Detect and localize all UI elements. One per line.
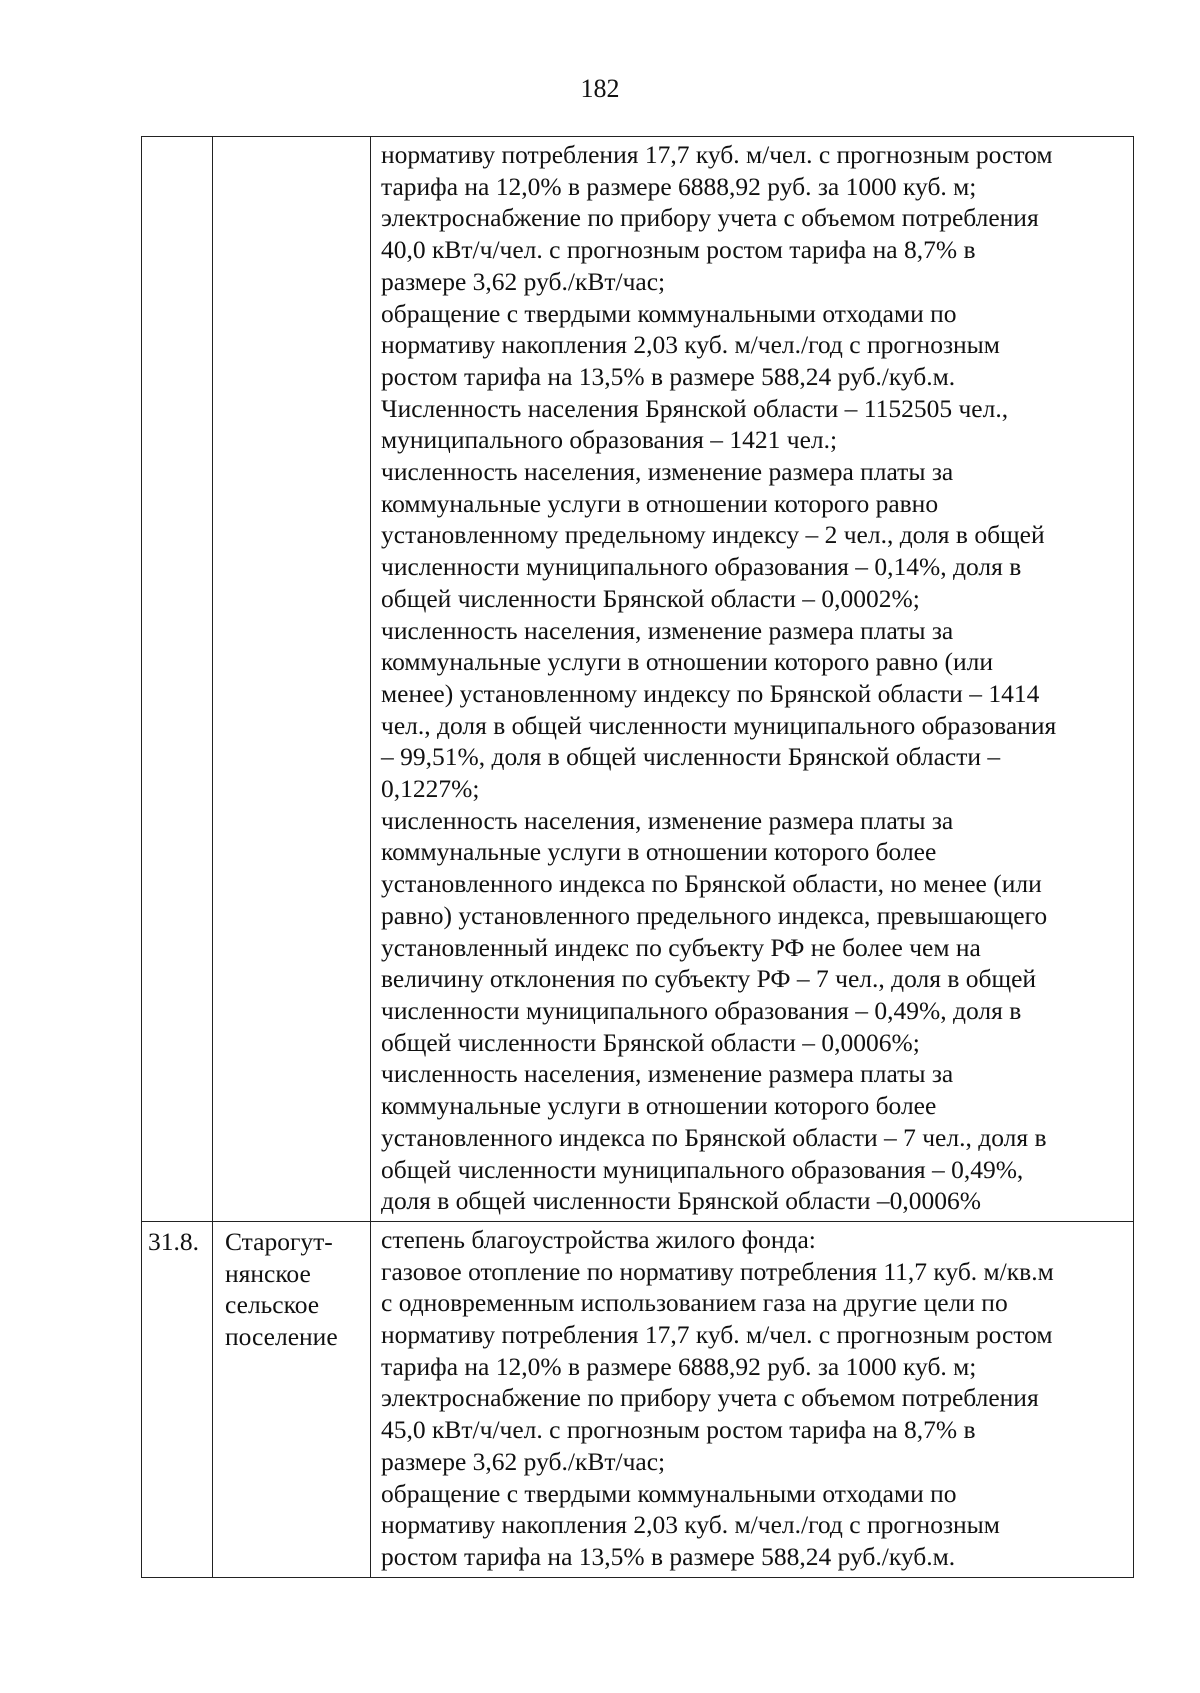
settlement-name-cell (213, 1221, 371, 1577)
description-line: численность населения, изменение размера платы за (381, 457, 954, 487)
description-line: ростом тарифа на 13,5% в размере 588,24 руб./куб.м. (381, 1541, 956, 1571)
description-line: муниципального образования – 1421 чел.; (381, 425, 838, 455)
description-line: электроснабжение по прибору учета с объемом потребления (381, 1383, 1039, 1413)
description-text (371, 137, 1133, 1221)
description-line: нормативу потребления 17,7 куб. м/чел. с прогнозным ростом (381, 1320, 1053, 1350)
description-line: электроснабжение по прибору учета с объемом потребления (381, 203, 1039, 233)
description-line: численность населения, изменение размера платы за (381, 615, 954, 645)
description-line: установленному предельному индексу – 2 чел., доля в общей (381, 520, 1045, 550)
description-line: обращение с твердыми коммунальными отходами по (381, 298, 957, 328)
description-line: – 99,51%, доля в общей численности Брянской области – (381, 742, 1001, 772)
table-row (142, 1221, 1134, 1577)
description-line: коммунальные услуги в отношении которого более (381, 837, 937, 867)
description-line: нормативу накопления 2,03 куб. м/чел./год с прогнозным (381, 330, 1000, 360)
description-line: общей численности Брянской области – 0,0002%; (381, 583, 920, 613)
description-line: газовое отопление по нормативу потребления 11,7 куб. м/кв.м (381, 1256, 1054, 1286)
description-line: коммунальные услуги в отношении которого равно (381, 488, 939, 518)
description-line: менее) установленному индексу по Брянской области – 1414 (381, 678, 1040, 708)
description-line: общей численности муниципального образования – 0,49%, (381, 1154, 1024, 1184)
table-row (142, 137, 1134, 1222)
description-line: установленного индекса по Брянской области – 7 чел., доля в (381, 1122, 1047, 1152)
description-line: величину отклонения по субъекту РФ – 7 чел., доля в общей (381, 964, 1037, 994)
description-line: степень благоустройства жилого фонда: (381, 1224, 816, 1254)
description-line: установленного индекса по Брянской области, но менее (или (381, 869, 1042, 899)
description-line: численность населения, изменение размера платы за (381, 805, 954, 835)
description-line: коммунальные услуги в отношении которого равно (или (381, 647, 993, 677)
settlement-name (213, 1222, 370, 1353)
description-cell (371, 1221, 1134, 1577)
description-line: нормативу потребления 17,7 куб. м/чел. с прогнозным ростом (381, 140, 1053, 169)
description-cell (371, 137, 1134, 1222)
description-line: размере 3,62 руб./кВт/час; (381, 266, 666, 296)
description-line: общей численности Брянской области – 0,0006%; (381, 1027, 920, 1057)
description-line: равно) установленного предельного индекса, превышающего (381, 900, 1048, 930)
settlement-name (213, 137, 370, 141)
description-line: коммунальные услуги в отношении которого более (381, 1091, 937, 1121)
row-number-cell (142, 1221, 213, 1577)
description-line: численности муниципального образования – 0,49%, доля в (381, 995, 1022, 1025)
description-line: численность населения, изменение размера платы за (381, 1059, 954, 1089)
settlement-name-line: нянское (225, 1258, 311, 1288)
page-number: 182 (580, 74, 620, 103)
row-number (142, 137, 212, 141)
description-line: чел., доля в общей численности муниципального образования (381, 710, 1057, 740)
description-line: нормативу накопления 2,03 куб. м/чел./год с прогнозным (381, 1510, 1000, 1540)
settlement-name-line: Старогут- (225, 1226, 333, 1256)
description-line: ростом тарифа на 13,5% в размере 588,24 руб./куб.м. (381, 361, 956, 391)
municipal-tariff-table (141, 136, 1134, 1578)
settlement-name-line: поселение (225, 1322, 338, 1352)
description-line: 45,0 кВт/ч/чел. с прогнозным ростом тарифа на 8,7% в (381, 1415, 976, 1445)
settlement-name-cell (213, 137, 371, 1222)
description-line: тарифа на 12,0% в размере 6888,92 руб. за 1000 куб. м; (381, 1351, 977, 1381)
description-text (371, 1222, 1133, 1577)
row-number-cell (142, 137, 213, 1222)
description-line: размере 3,62 руб./кВт/час; (381, 1446, 666, 1476)
row-number: 31.8. (148, 1226, 199, 1256)
description-line: 40,0 кВт/ч/чел. с прогнозным ростом тарифа на 8,7% в (381, 235, 976, 265)
description-line: тарифа на 12,0% в размере 6888,92 руб. за 1000 куб. м; (381, 171, 977, 201)
description-line: установленный индекс по субъекту РФ не более чем на (381, 932, 981, 962)
table-body (142, 137, 1134, 1578)
description-line: обращение с твердыми коммунальными отходами по (381, 1478, 957, 1508)
description-line: с одновременным использованием газа на другие цели по (381, 1288, 1008, 1318)
description-line: доля в общей численности Брянской области –0,0006% (381, 1186, 982, 1216)
description-line: 0,1227%; (381, 774, 480, 804)
settlement-name-line: сельское (225, 1290, 320, 1320)
description-line: Численность населения Брянской области – 1152505 чел., (381, 393, 1009, 423)
description-line: численности муниципального образования – 0,14%, доля в (381, 552, 1022, 582)
